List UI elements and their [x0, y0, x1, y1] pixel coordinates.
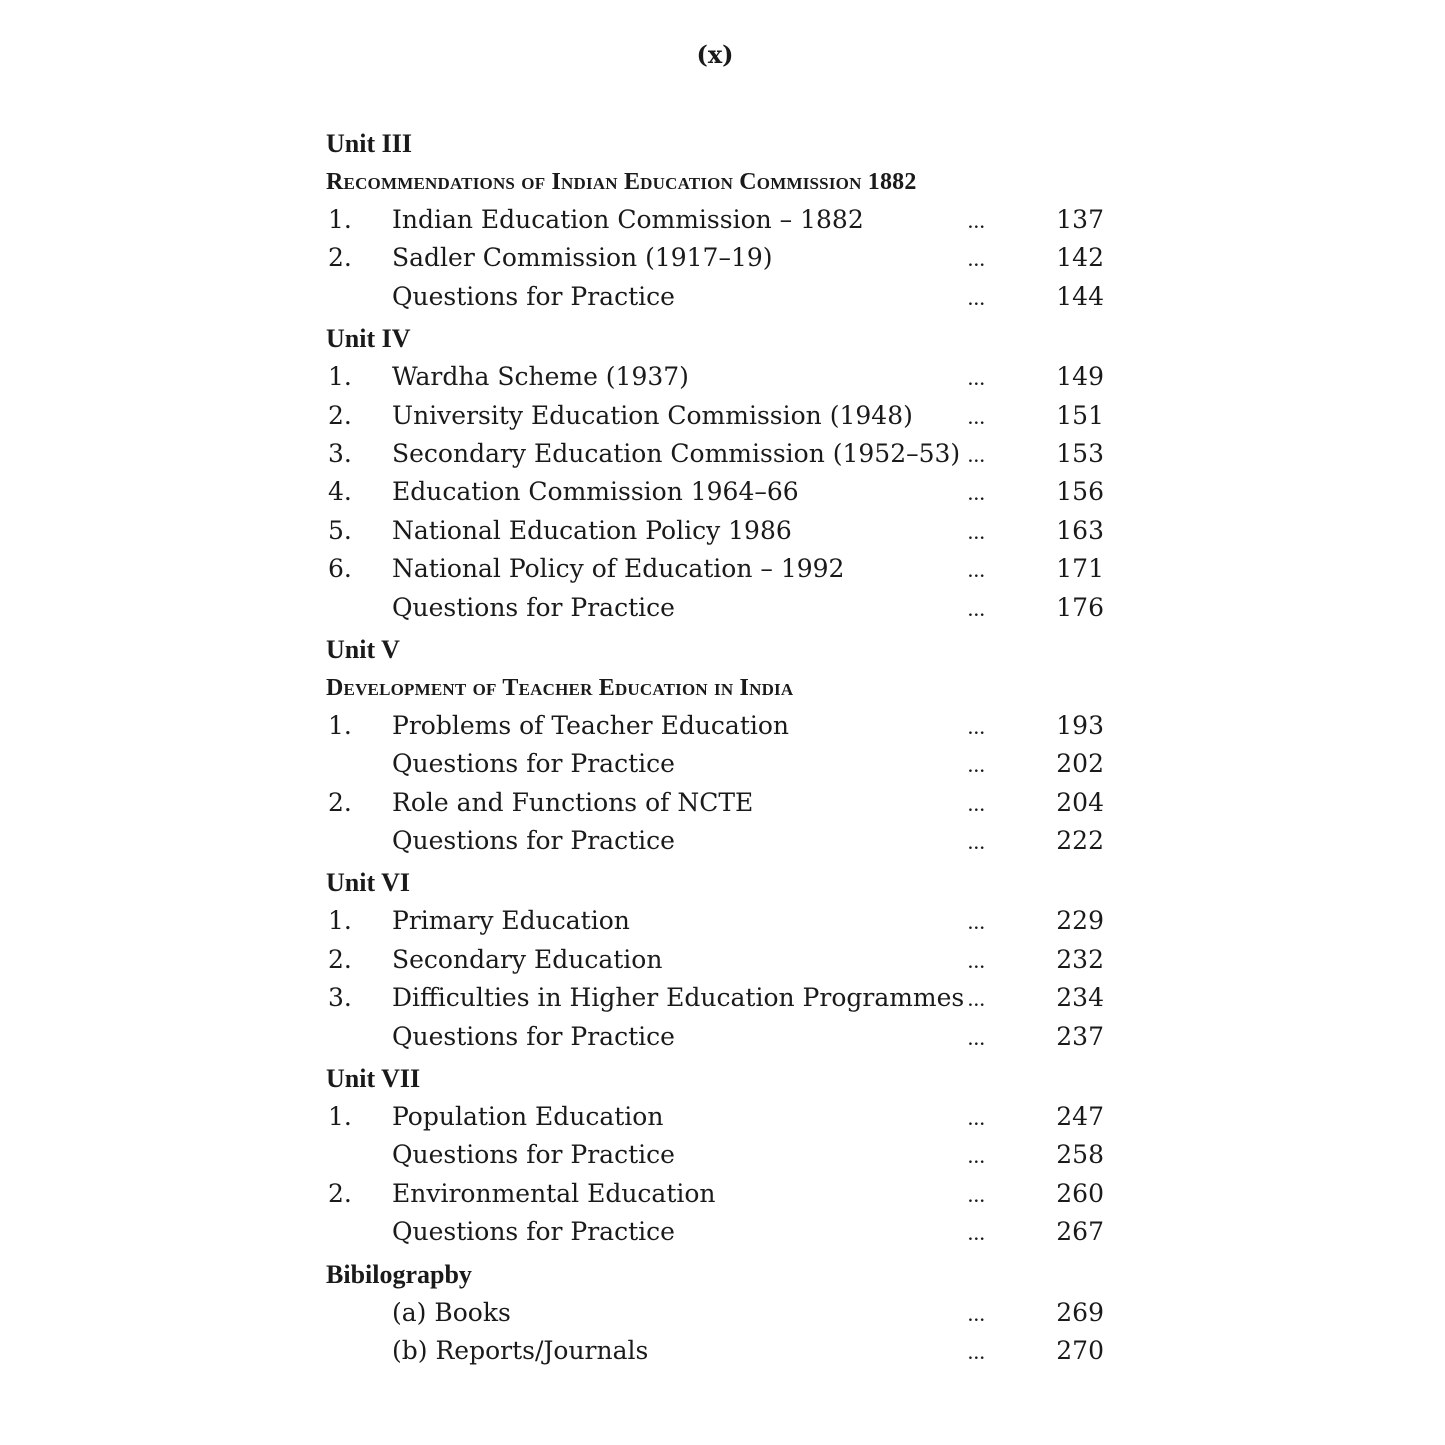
section-spacer	[326, 1370, 1116, 1374]
leader-dots: ...	[968, 254, 986, 271]
entry-title: Questions for Practice	[392, 749, 675, 779]
entry-title: Problems of Teacher Education	[392, 710, 790, 740]
entry-number: 5.	[328, 515, 352, 545]
page-number: (x)	[696, 40, 734, 69]
entry-page-number: 171	[1056, 554, 1104, 584]
toc-entry	[326, 1294, 1116, 1332]
toc-entry	[326, 358, 1116, 396]
entry-number: 1.	[328, 710, 352, 740]
leader-dots: ...	[968, 449, 986, 466]
entry-title: Environmental Education	[392, 1178, 716, 1208]
leader-dots: ...	[968, 526, 986, 543]
unit-heading: Unit V	[326, 634, 400, 664]
entry-title: Primary Education	[392, 906, 630, 936]
toc-entry	[326, 278, 1116, 316]
toc-unit-section	[326, 125, 1116, 320]
toc-entry	[326, 1213, 1116, 1251]
leader-dots: ...	[968, 994, 986, 1011]
leader-dots: ...	[968, 1113, 986, 1130]
leader-dots: ...	[968, 798, 986, 815]
toc-entry	[326, 745, 1116, 783]
leader-dots: ...	[968, 1228, 986, 1245]
toc-entry	[326, 1175, 1116, 1213]
toc-entry	[326, 784, 1116, 822]
toc-entry	[326, 397, 1116, 435]
toc-entry	[326, 512, 1116, 550]
entry-number: 1.	[328, 362, 352, 392]
leader-dots: ...	[968, 837, 986, 854]
leader-dots: ...	[968, 292, 986, 309]
entry-number: 2.	[328, 1178, 352, 1208]
entry-number: 4.	[328, 477, 352, 507]
entry-title: Wardha Scheme (1937)	[392, 362, 689, 392]
entry-title: Questions for Practice	[392, 281, 675, 311]
toc-entry	[326, 1098, 1116, 1136]
leader-dots: ...	[968, 955, 986, 972]
leader-dots: ...	[968, 565, 986, 582]
entry-page-number: 247	[1056, 1102, 1104, 1132]
toc-entry	[326, 1136, 1116, 1174]
entry-page-number: 163	[1056, 515, 1104, 545]
entry-page-number: 193	[1056, 710, 1104, 740]
unit-heading: Unit IV	[326, 324, 411, 354]
entry-page-number: 270	[1056, 1335, 1104, 1365]
entry-page-number: 144	[1056, 281, 1104, 311]
entry-number: 3.	[328, 438, 352, 468]
leader-dots: ...	[968, 411, 986, 428]
entry-page-number: 237	[1056, 1021, 1104, 1051]
entry-title: (a) Books	[392, 1297, 511, 1327]
entry-title: Indian Education Commission – 1882	[392, 205, 864, 234]
leader-dots: ...	[968, 488, 986, 505]
entry-page-number: 258	[1056, 1140, 1104, 1170]
entry-number: 1.	[328, 1102, 352, 1132]
entry-title: Questions for Practice	[392, 826, 675, 856]
toc-entry	[326, 822, 1116, 860]
entry-title: Questions for Practice	[392, 1140, 675, 1170]
toc-unit-section	[326, 864, 1116, 1060]
entry-title: Difficulties in Higher Education Programmes	[392, 983, 965, 1013]
toc-entry	[326, 1332, 1116, 1370]
entry-title: National Policy of Education – 1992	[392, 554, 845, 584]
entry-title: Secondary Education Commission (1952–53)	[392, 438, 961, 468]
leader-dots: ...	[968, 760, 986, 777]
entry-title: (b) Reports/Journals	[392, 1335, 649, 1365]
toc-entry	[326, 589, 1116, 627]
entry-number: 2.	[328, 243, 352, 273]
entry-number: 1.	[328, 906, 352, 936]
entry-page-number: 222	[1056, 826, 1104, 856]
entry-title: Role and Functions of NCTE	[392, 787, 754, 817]
entry-number: 2.	[328, 400, 352, 430]
unit-heading: Bibilograpby	[326, 1259, 472, 1289]
entry-page-number: 267	[1056, 1217, 1104, 1247]
unit-heading: Unit III	[326, 129, 412, 158]
toc-entry	[326, 902, 1116, 940]
entry-page-number: 149	[1056, 362, 1104, 392]
leader-dots: ...	[968, 1189, 986, 1206]
unit-subtitle: Recommendations of Indian Education Commission 1882	[326, 169, 917, 195]
entry-page-number: 153	[1056, 438, 1104, 468]
entry-page-number: 204	[1056, 787, 1104, 817]
entry-title: Population Education	[392, 1102, 664, 1132]
toc-unit-section	[326, 1060, 1116, 1256]
toc-entry	[326, 435, 1116, 473]
entry-number: 3.	[328, 983, 352, 1013]
leader-dots: ...	[968, 917, 986, 934]
toc-entry	[326, 201, 1116, 239]
toc-entry	[326, 239, 1116, 277]
entry-page-number: 229	[1056, 906, 1104, 936]
leader-dots: ...	[968, 721, 986, 738]
entry-number: 2.	[328, 944, 352, 974]
entry-title: National Education Policy 1986	[392, 515, 792, 545]
entry-page-number: 151	[1056, 400, 1104, 430]
entry-page-number: 234	[1056, 983, 1104, 1013]
entry-page-number: 202	[1056, 749, 1104, 779]
toc-entry	[326, 550, 1116, 588]
toc-entry	[326, 941, 1116, 979]
toc-unit-section	[326, 631, 1116, 865]
entry-page-number: 176	[1056, 592, 1104, 622]
entry-title: Questions for Practice	[392, 1021, 675, 1051]
entry-title: Education Commission 1964–66	[392, 477, 799, 507]
entry-number: 2.	[328, 787, 352, 817]
entry-page-number: 269	[1056, 1297, 1104, 1327]
entry-title: Questions for Practice	[392, 1217, 675, 1247]
unit-heading: Unit VI	[326, 868, 411, 898]
toc-entry	[326, 473, 1116, 511]
entry-page-number: 137	[1056, 205, 1104, 234]
toc-unit-section	[326, 1256, 1116, 1375]
entry-page-number: 156	[1056, 477, 1104, 507]
table-of-contents	[326, 125, 1116, 1374]
entry-number: 6.	[328, 554, 352, 584]
entry-title: University Education Commission (1948)	[392, 400, 913, 430]
toc-entry	[326, 1018, 1116, 1056]
entry-number: 1.	[328, 205, 352, 234]
entry-page-number: 260	[1056, 1178, 1104, 1208]
toc-entry	[326, 707, 1116, 745]
leader-dots: ...	[968, 216, 986, 232]
leader-dots: ...	[968, 603, 986, 620]
entry-title: Questions for Practice	[392, 592, 675, 622]
leader-dots: ...	[968, 1151, 986, 1168]
entry-page-number: 142	[1056, 243, 1104, 273]
toc-entry	[326, 979, 1116, 1017]
entry-title: Secondary Education	[392, 944, 663, 974]
unit-subtitle: Development of Teacher Education in India	[326, 674, 794, 701]
toc-unit-section	[326, 320, 1116, 631]
leader-dots: ...	[968, 1308, 986, 1325]
leader-dots: ...	[968, 1032, 986, 1049]
unit-heading: Unit VII	[326, 1064, 421, 1094]
entry-page-number: 232	[1056, 944, 1104, 974]
leader-dots: ...	[968, 373, 986, 390]
leader-dots: ...	[968, 1346, 986, 1363]
entry-title: Sadler Commission (1917–19)	[392, 243, 773, 273]
